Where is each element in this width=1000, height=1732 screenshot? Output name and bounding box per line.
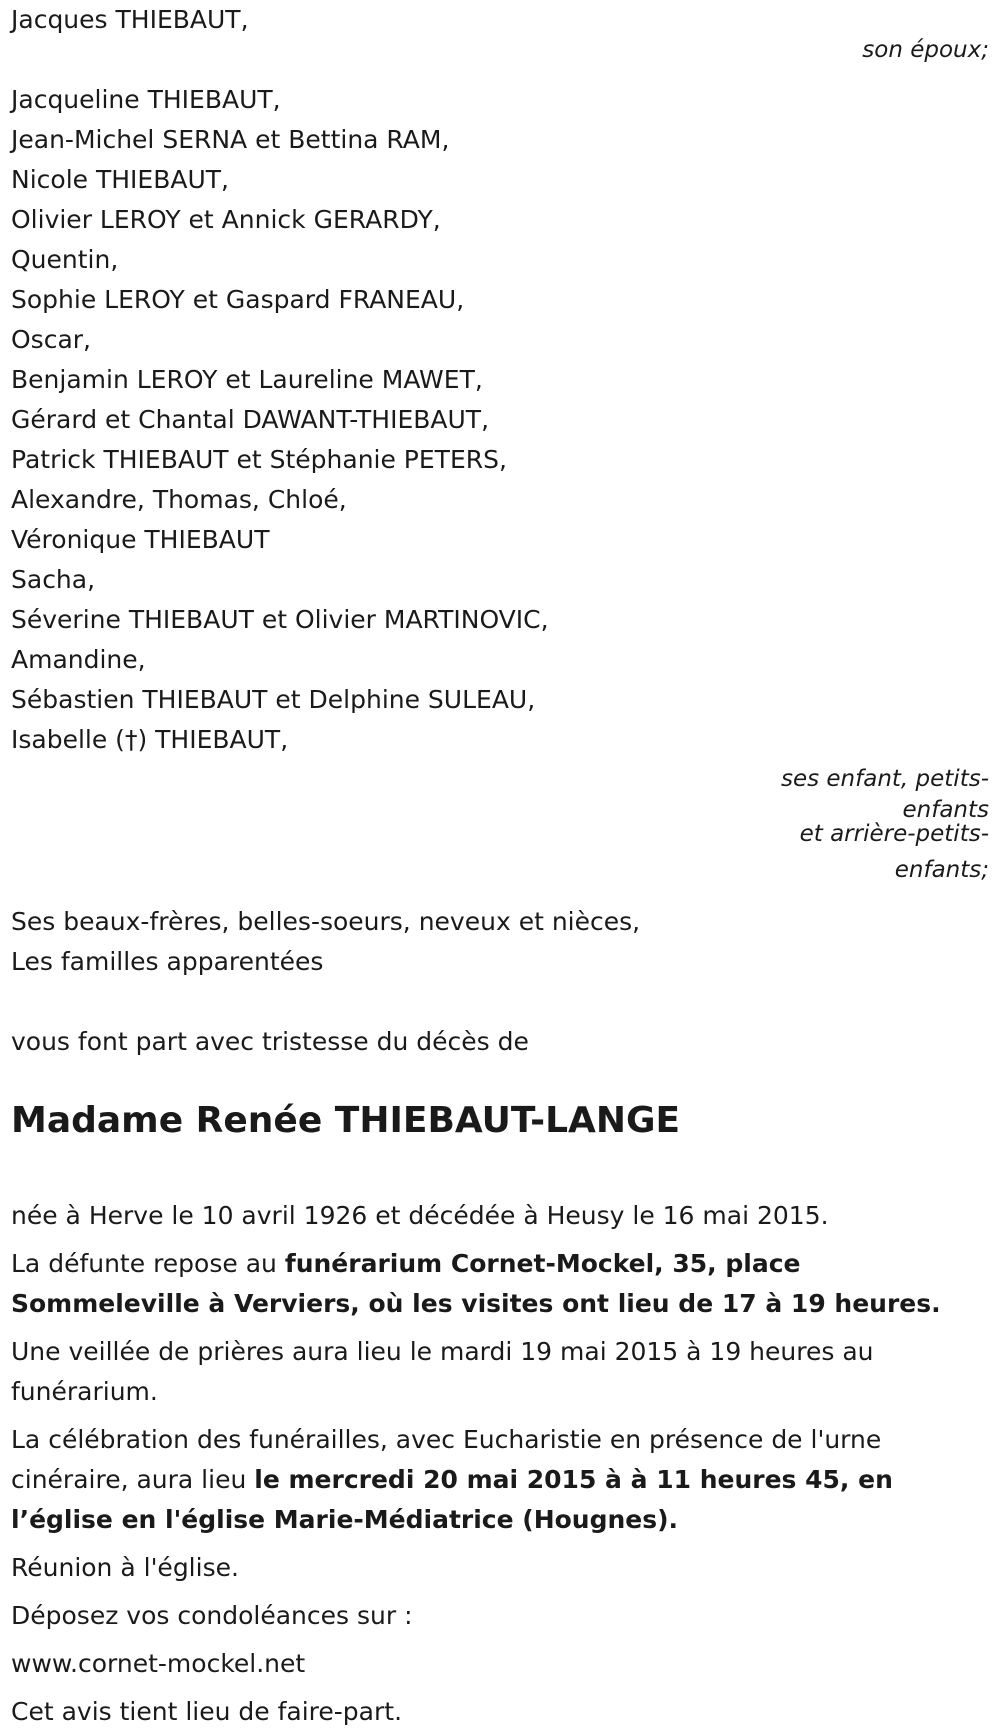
- vigil-paragraph: Une veillée de prières aura lieu le mardi 19 mai 2015 à 19 heures au funérarium.: [11, 1337, 874, 1406]
- birth-death: née à Herve le 10 avril 1926 et décédée à Heusy le 16 mai 2015.: [11, 1201, 829, 1230]
- website-link[interactable]: www.cornet-mockel.net: [11, 1649, 306, 1678]
- children-role-line: enfants;: [894, 857, 989, 883]
- family-member: Sophie LEROY et Gaspard FRANEAU,: [11, 285, 465, 314]
- relatives-line: Les familles apparentées: [11, 947, 324, 976]
- family-member: Nicole THIEBAUT,: [11, 165, 229, 194]
- family-member: Patrick THIEBAUT et Stéphanie PETERS,: [11, 445, 507, 474]
- deceased-name: Madame Renée THIEBAUT-LANGE: [11, 1100, 681, 1141]
- family-member: Véronique THIEBAUT: [11, 525, 270, 554]
- obituary-notice: [11, 0, 989, 1732]
- family-member: Sacha,: [11, 565, 96, 594]
- funeral-paragraph: [11, 1420, 989, 1540]
- family-member: Benjamin LEROY et Laureline MAWET,: [11, 365, 483, 394]
- children-role-line: enfants: [902, 797, 989, 823]
- family-member: Amandine,: [11, 645, 146, 674]
- funeral-details: le mercredi 20 mai 2015 à à 11 heures 45, en l’église en l'église Marie-Médiatrice (Hougnes).: [11, 1465, 893, 1534]
- closing-note: Cet avis tient lieu de faire-part.: [11, 1697, 403, 1726]
- spouse-role: son époux;: [862, 37, 989, 63]
- family-member: Oscar,: [11, 325, 91, 354]
- funeral-intro: La célébration des funérailles, avec Eucharistie en présence de l'urne cinéraire, aura lieu: [11, 1425, 882, 1494]
- family-member: Séverine THIEBAUT et Olivier MARTINOVIC,: [11, 605, 549, 634]
- meeting-note: Réunion à l'église.: [11, 1553, 239, 1582]
- family-member: Alexandre, Thomas, Chloé,: [11, 485, 347, 514]
- condolences-note: Déposez vos condoléances sur :: [11, 1601, 413, 1630]
- children-role-line: ses enfant, petits-: [780, 766, 989, 792]
- family-member: Olivier LEROY et Annick GERARDY,: [11, 205, 441, 234]
- repose-intro: La défunte repose au: [11, 1249, 285, 1278]
- family-member: Isabelle (†) THIEBAUT,: [11, 725, 289, 754]
- relatives-line: Ses beaux-frères, belles-soeurs, neveux et nièces,: [11, 907, 641, 936]
- repose-location: funérarium Cornet-Mockel, 35, place Sommeleville à Verviers, où les visites ont lieu de 17 à 19 heures.: [11, 1249, 941, 1318]
- family-member: Jean-Michel SERNA et Bettina RAM,: [11, 125, 450, 154]
- family-member: Gérard et Chantal DAWANT-THIEBAUT,: [11, 405, 490, 434]
- children-role: [11, 760, 989, 894]
- family-list: [11, 80, 989, 760]
- relatives: [11, 902, 989, 982]
- repose-paragraph: [11, 1244, 989, 1324]
- children-role-line: et arrière-petits-: [799, 821, 989, 847]
- announcement: vous font part avec tristesse du décès de: [11, 1027, 529, 1056]
- spouse-name: Jacques THIEBAUT,: [11, 5, 249, 34]
- family-member: Quentin,: [11, 245, 119, 274]
- family-member: Sébastien THIEBAUT et Delphine SULEAU,: [11, 685, 536, 714]
- family-member: Jacqueline THIEBAUT,: [11, 85, 281, 114]
